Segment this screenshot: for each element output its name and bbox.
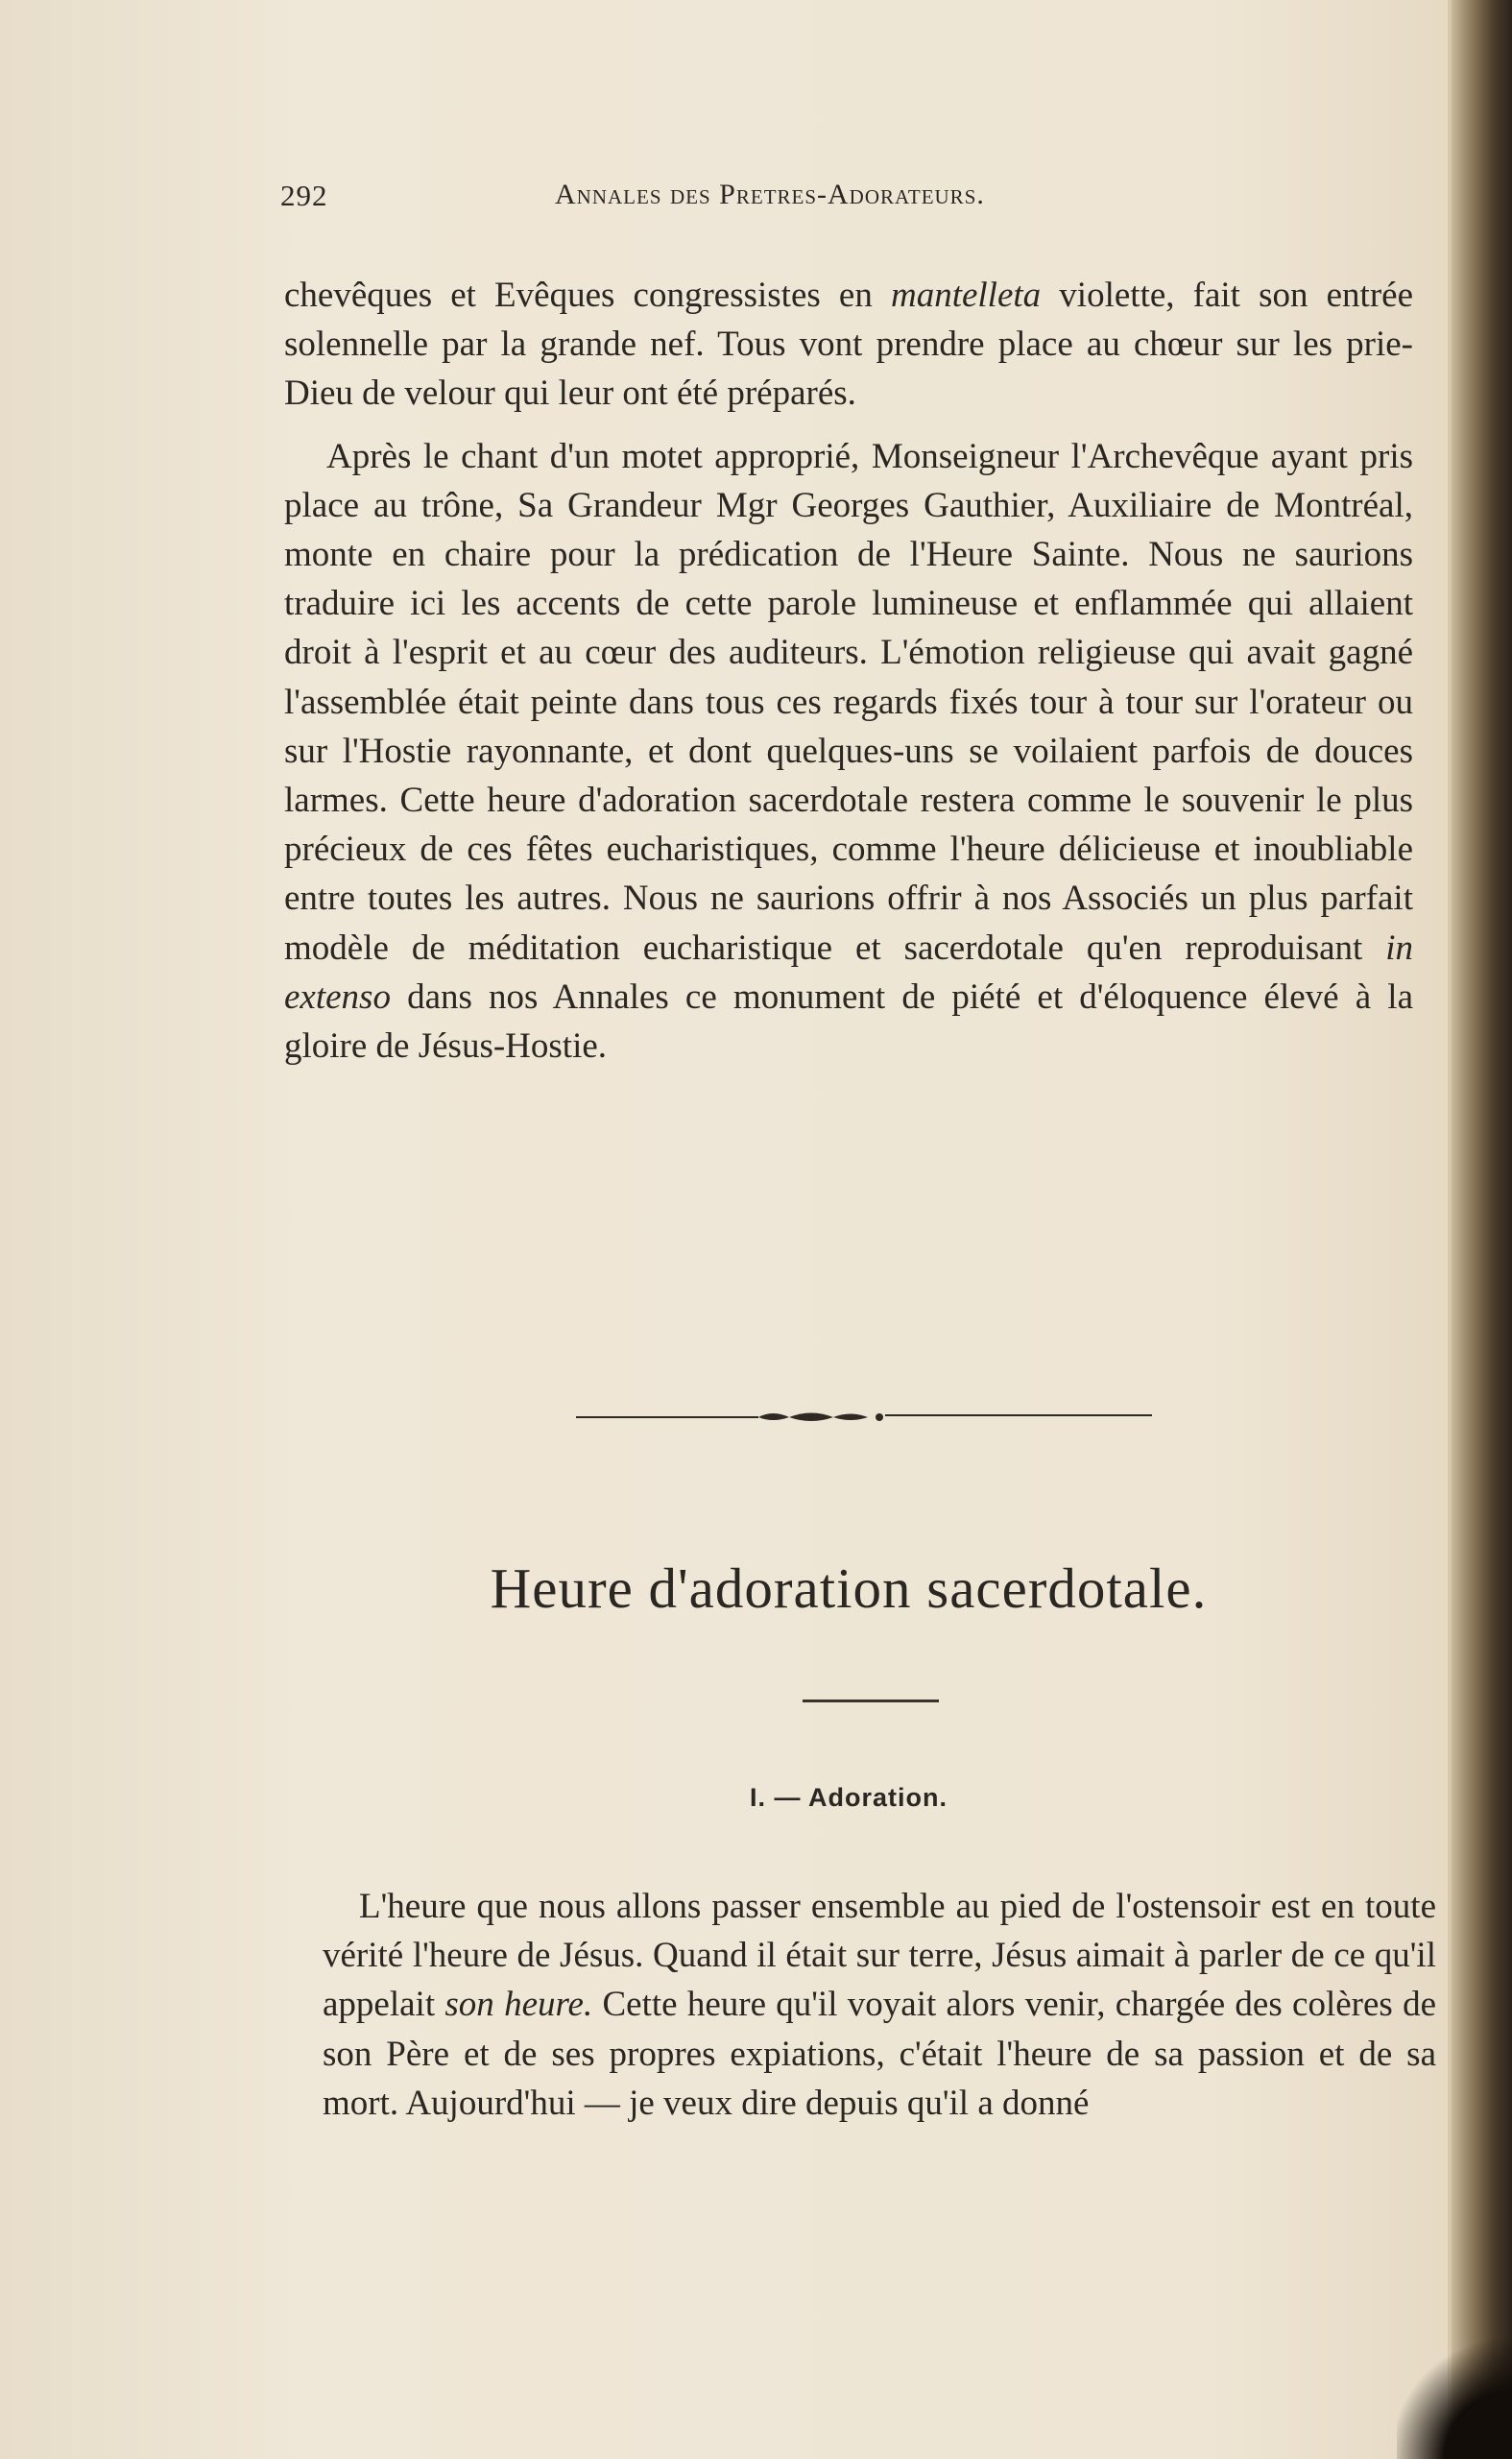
paragraph-continuation	[284, 271, 1413, 419]
running-head: Annales des Pretres-Adorateurs.	[555, 179, 985, 210]
paragraph2-text-a: Après le chant d'un motet approprié, Monseigneur l'Archevêque ayant pris place au trône, Sa Grandeur Mgr Georges Gauthier, Auxiliaire de Montréal, monte en chaire pour la prédication de l'Heure Sainte. Nous ne saurions traduire ici les accents de cette parole lumineuse et enflammée qui allaient droit à l'esprit et au cœur des auditeurs. L'émotion religieuse qui avait gagné l'assemblée était peinte dans tous ces regards fixés tour à tour sur l'orateur ou sur l'Hostie rayonnante, et dont quelques-uns se voilaient parfois de douces larmes. Cette heure d'adoration sacerdotale restera comme le souvenir le plus précieux de ces fêtes eucharistiques, comme l'heure délicieuse et inoubliable entre toutes les autres. Nous ne saurions offrir à nos Associés un plus parfait modèle de méditation eucharistique et sacerdotale qu'en reproduisant	[284, 436, 1413, 968]
ornamental-divider	[576, 1404, 1152, 1427]
paragraph1-text-b: violette, fait son entrée solennelle par la grande nef. Tous vont prendre place au chœur sur les prie-Dieu de velour qui leur ont été préparés.	[284, 276, 1413, 414]
paragraph3-italic: son heure.	[444, 1985, 593, 2025]
paragraph1-text-a: chevêques et Evêques congressistes en	[284, 276, 891, 315]
main-text	[284, 271, 1413, 1071]
section-title: Heure d'adoration sacerdotale.	[490, 1556, 1208, 1620]
paragraph2-text-b: dans nos Annales ce monument de piété et d'éloquence élevé à la gloire de Jésus-Hostie.	[284, 976, 1413, 1067]
paragraph-sermon-intro	[284, 432, 1413, 1072]
subsection-title: I. — Adoration.	[750, 1783, 948, 1812]
page-number: 292	[280, 179, 328, 212]
page-header	[280, 179, 1413, 217]
paragraph2-italic: in extenso	[284, 928, 1413, 1017]
paragraph-adoration	[323, 1882, 1436, 2128]
paragraph3-text-b: Cette heure qu'il voyait alors venir, chargée des colères de son Père et de ses propres expiations, c'était l'heure de sa passion et de sa mort. Aujourd'hui — je veux dire depuis qu'il a donné	[323, 1985, 1436, 2123]
book-binding	[1452, 0, 1512, 2459]
paragraph3-text-a: L'heure que nous allons passer ensemble au pied de l'ostensoir est en toute vérité l'heure de Jésus. Quand il était sur terre, Jésus aimait à parler de ce qu'il appelait	[323, 1887, 1436, 2025]
title-rule	[803, 1700, 939, 1702]
paragraph1-italic: mantelleta	[890, 276, 1042, 315]
sermon-text	[323, 1882, 1436, 2128]
corner-shadow	[1397, 2334, 1512, 2459]
